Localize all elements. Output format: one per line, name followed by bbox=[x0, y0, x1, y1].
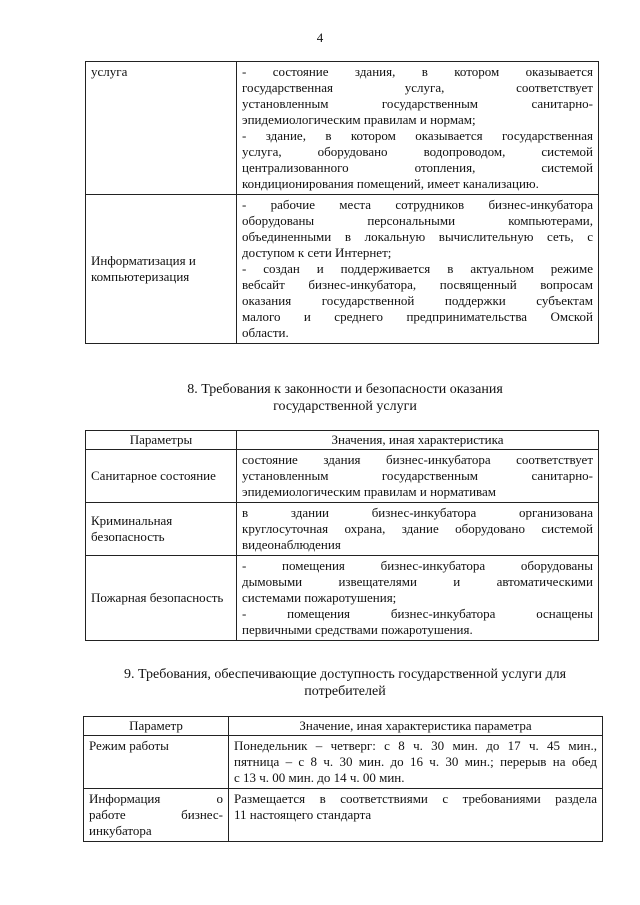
value-line: 11 настоящего стандарта bbox=[234, 807, 372, 822]
parameter-cell: Пожарная безопасность bbox=[86, 556, 237, 641]
column-header: Значение, иная характеристика параметра bbox=[229, 717, 603, 736]
value-line: - помещения бизнес-инкубатора оборудованы bbox=[242, 558, 593, 573]
value-cell bbox=[237, 556, 599, 641]
value-cell bbox=[237, 195, 599, 344]
requirements-table-continued bbox=[85, 61, 599, 344]
table-header-row bbox=[86, 431, 599, 450]
value-line: - здание, в котором оказывается государственная bbox=[242, 128, 593, 143]
parameter-line: инкубатора bbox=[89, 823, 152, 838]
value-line: - создан и поддерживается в актуальном режиме bbox=[242, 261, 593, 276]
legality-safety-table bbox=[85, 430, 599, 641]
section-9-title-line: потребителей bbox=[304, 684, 386, 699]
parameter-line: работе бизнес- bbox=[89, 807, 223, 822]
value-line: состояние здания бизнес-инкубатора соответствует bbox=[242, 452, 593, 467]
value-line: с 13 ч. 00 мин. до 14 ч. 00 мин. bbox=[234, 770, 405, 785]
section-8-title-line: государственной услуги bbox=[273, 399, 417, 414]
value-line: государственная услуга, соответствует bbox=[242, 80, 593, 95]
table-row bbox=[86, 195, 599, 344]
parameter-cell: Информатизация и компьютеризация bbox=[86, 195, 237, 344]
value-line: первичными средствами пожаротушения. bbox=[242, 622, 473, 637]
section-8-heading bbox=[80, 381, 610, 415]
parameter-line: Информация о bbox=[89, 791, 223, 806]
value-line: - помещения бизнес-инкубатора оснащены bbox=[242, 606, 593, 621]
value-line: эпидемиологическим правилам и нормам; bbox=[242, 112, 476, 127]
table-header-row bbox=[84, 717, 603, 736]
value-line: централизованного отопления, системой bbox=[242, 160, 593, 175]
value-line: малого и среднего предпринимательства Омской bbox=[242, 309, 593, 324]
value-line: Размещается в соответствиями с требованиями раздела bbox=[234, 791, 597, 806]
value-line: оказания государственной поддержки субъектам bbox=[242, 293, 593, 308]
value-cell bbox=[237, 450, 599, 503]
value-line: дымовыми извещателями и автоматическими bbox=[242, 574, 593, 589]
value-line: - рабочие места сотрудников бизнес-инкубатора bbox=[242, 197, 593, 212]
column-header: Параметры bbox=[86, 431, 237, 450]
table-row bbox=[84, 789, 603, 842]
value-cell bbox=[229, 736, 603, 789]
table-row bbox=[84, 736, 603, 789]
table-row bbox=[86, 503, 599, 556]
value-line: Понедельник – четверг: с 8 ч. 30 мин. до 17 ч. 45 мин., bbox=[234, 738, 597, 753]
value-line: кондиционирования помещений, имеет канализацию. bbox=[242, 176, 539, 191]
value-line: оборудованы персональными компьютерами, bbox=[242, 213, 593, 228]
value-line: в здании бизнес-инкубатора организована bbox=[242, 505, 593, 520]
value-line: доступом к сети Интернет; bbox=[242, 245, 392, 260]
value-line: эпидемиологическим правилам и нормативам bbox=[242, 484, 497, 499]
parameter-cell: услуга bbox=[86, 62, 237, 195]
parameter-cell: Санитарное состояние bbox=[86, 450, 237, 503]
value-line: видеонаблюдения bbox=[242, 537, 341, 552]
parameter-cell: Режим работы bbox=[84, 736, 229, 789]
table-row bbox=[86, 450, 599, 503]
value-line: - состояние здания, в котором оказывается bbox=[242, 64, 593, 79]
value-line: вебсайт бизнес-инкубатора, посвященный вопросам bbox=[242, 277, 593, 292]
value-line: пятница – с 8 ч. 30 мин. до 16 ч. 30 мин.; перерыв на обед bbox=[234, 754, 597, 769]
value-line: услуга, оборудовано водопроводом, системой bbox=[242, 144, 593, 159]
value-line: системами пожаротушения; bbox=[242, 590, 397, 605]
column-header: Параметр bbox=[84, 717, 229, 736]
value-cell bbox=[229, 789, 603, 842]
value-line: установленным государственным санитарно- bbox=[242, 468, 593, 483]
parameter-cell bbox=[84, 789, 229, 842]
column-header: Значения, иная характеристика bbox=[237, 431, 599, 450]
table-row bbox=[86, 62, 599, 195]
value-cell bbox=[237, 503, 599, 556]
parameter-cell: Криминальная безопасность bbox=[86, 503, 237, 556]
value-cell bbox=[237, 62, 599, 195]
value-line: объединенными в локальную вычислительную сеть, с bbox=[242, 229, 593, 244]
value-line: установленным государственным санитарно- bbox=[242, 96, 593, 111]
section-9-heading bbox=[80, 666, 610, 700]
value-line: круглосуточная охрана, здание оборудовано системой bbox=[242, 521, 593, 536]
value-line: области. bbox=[242, 325, 289, 340]
accessibility-table bbox=[83, 716, 603, 842]
table-row bbox=[86, 556, 599, 641]
page-number: 4 bbox=[316, 30, 324, 45]
section-9-title-line: 9. Требования, обеспечивающие доступность государственной услуги для bbox=[123, 667, 567, 682]
section-8-title-line: 8. Требования к законности и безопасности оказания bbox=[187, 382, 503, 397]
